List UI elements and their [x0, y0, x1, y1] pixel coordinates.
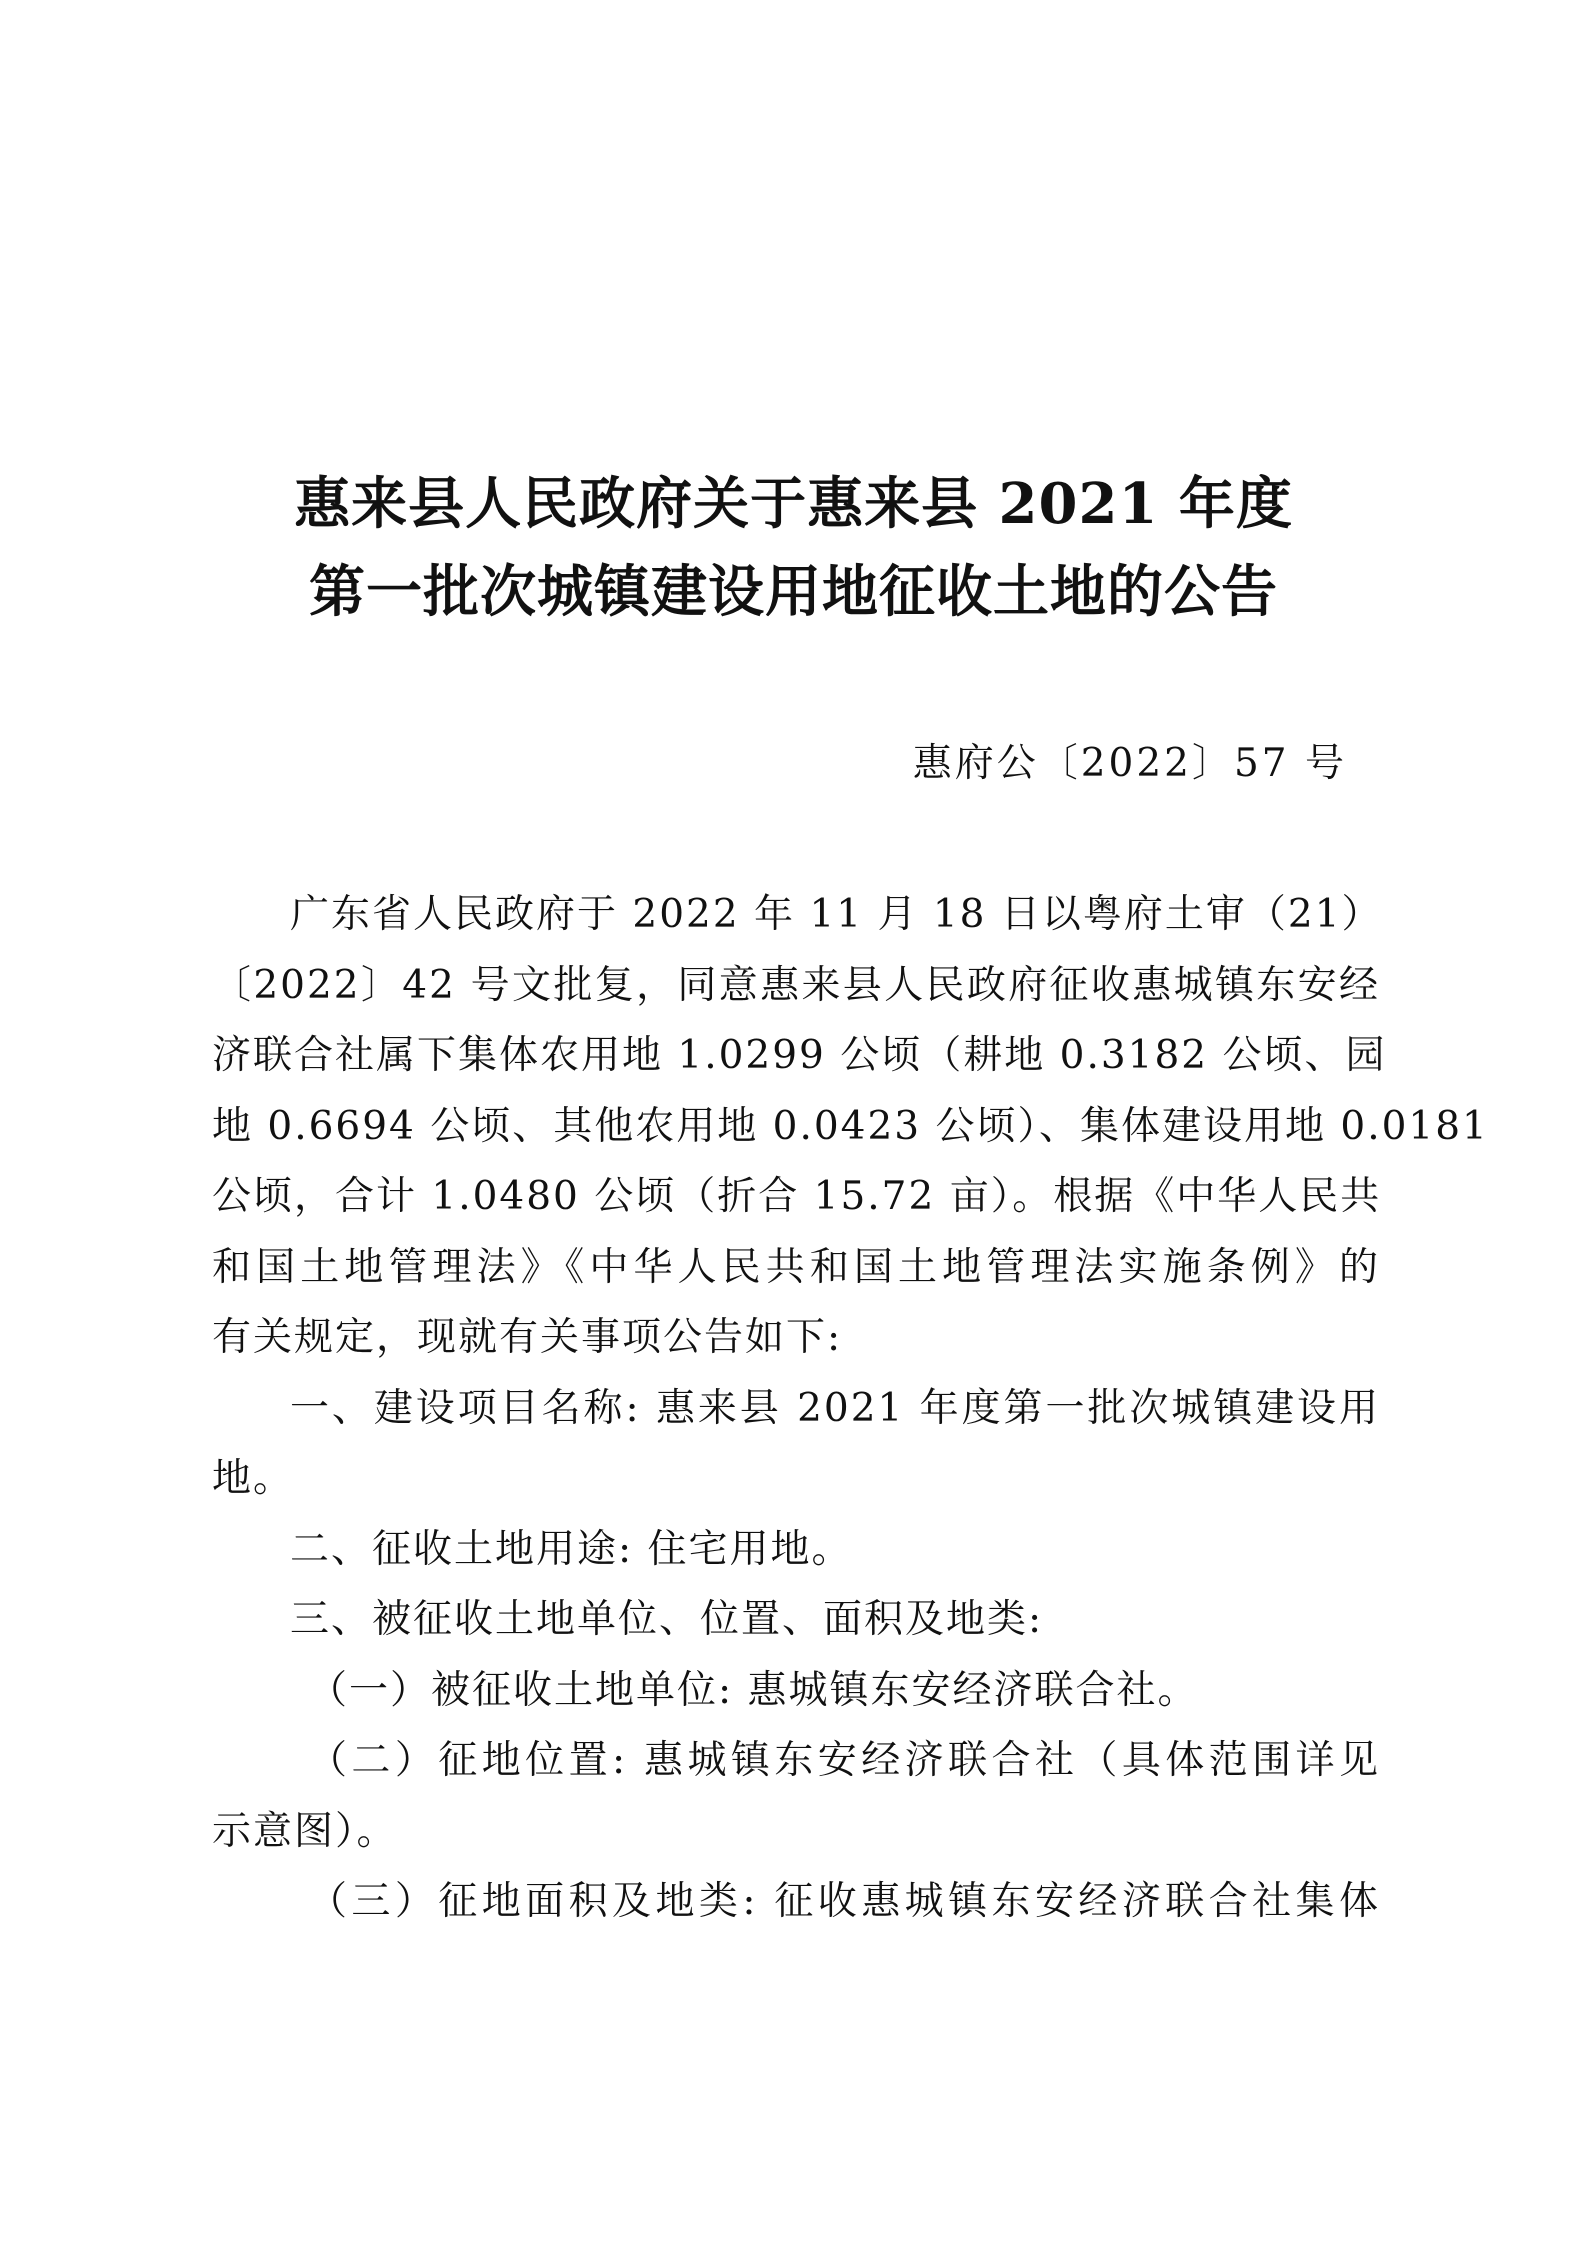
- body-line: 示意图）。: [212, 1808, 398, 1854]
- title-line-2: 第一批次城镇建设用地征收土地的公告: [309, 559, 1278, 625]
- body-line: 地 0.6694 公顷、其他农用地 0.0423 公顷）、集体建设用地 0.0181: [212, 1103, 1489, 1149]
- document-number: 惠府公〔2022〕57 号: [912, 741, 1347, 786]
- body-line: 二、征收土地用途: 住宅用地。: [290, 1526, 853, 1572]
- body-line: 地。: [212, 1456, 295, 1501]
- body-line: 〔2022〕42 号文批复，同意惠来县人民政府征收惠城镇东安经: [212, 962, 1380, 1008]
- body-line: 有关规定，现就有关事项公告如下:: [212, 1315, 843, 1360]
- title-line-1: 惠来县人民政府关于惠来县 2021 年度: [294, 471, 1293, 537]
- body-line: （一）被征收土地单位: 惠城镇东安经济联合社。: [308, 1667, 1199, 1713]
- body-line: 和国土地管理法》《中华人民共和国土地管理法实施条例》的: [212, 1244, 1380, 1290]
- body-line: 公顷，合计 1.0480 公顷（折合 15.72 亩）。根据《中华人民共: [212, 1174, 1382, 1219]
- body-line: 济联合社属下集体农用地 1.0299 公顷（耕地 0.3182 公顷、园: [212, 1033, 1387, 1078]
- body-line: 三、被征收土地单位、位置、面积及地类:: [290, 1597, 1044, 1642]
- body-line: （三）征地面积及地类: 征收惠城镇东安经济联合社集体: [308, 1879, 1380, 1924]
- announcement-body: [212, 880, 1489, 1938]
- body-line: （二）征地位置: 惠城镇东安经济联合社（具体范围详见: [308, 1738, 1380, 1783]
- announcement-title: [0, 460, 1587, 636]
- body-line: 一、建设项目名称: 惠来县 2021 年度第一批次城镇建设用: [290, 1385, 1380, 1431]
- body-line: 广东省人民政府于 2022 年 11 月 18 日以粤府土审（21）: [290, 892, 1383, 937]
